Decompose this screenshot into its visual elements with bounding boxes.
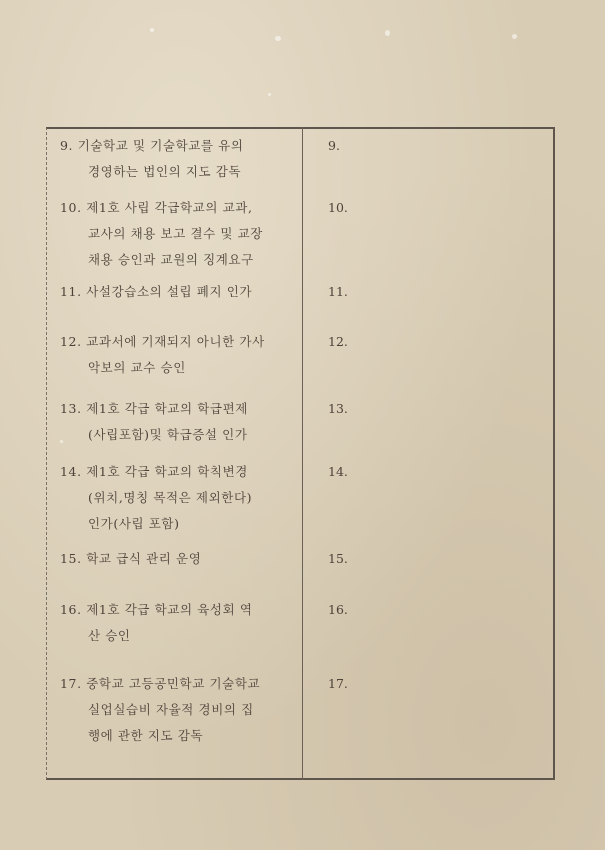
item-line: (사립포함)및 학급증설 인가 — [88, 427, 248, 442]
item-line: 16. 제1호 각급 학교의 육성회 역 — [60, 602, 253, 617]
paper-speck — [150, 28, 154, 32]
list-item — [60, 195, 263, 273]
item-line: 11. 사설강습소의 설립 폐지 인가 — [60, 284, 253, 299]
item-number: 13. — [328, 401, 348, 416]
column-divider — [302, 127, 303, 780]
item-line: 17. 중학교 고등공민학교 기술학교 — [60, 676, 261, 691]
item-line: 실업실습비 자율적 경비의 집 — [88, 702, 254, 717]
item-line: 12. 교과서에 기재되지 아니한 가사 — [60, 334, 265, 349]
item-number: 9. — [328, 138, 340, 153]
item-line: 9. 기술학교 및 기술학교를 유의 — [60, 138, 244, 153]
paper-speck — [275, 36, 281, 41]
item-line: 교사의 채용 보고 결수 및 교장 — [88, 226, 263, 241]
list-item — [60, 279, 252, 305]
list-item — [60, 329, 265, 381]
item-number: 12. — [328, 334, 348, 349]
item-number: 15. — [328, 551, 348, 566]
list-item — [60, 133, 244, 185]
item-line: 행에 관한 지도 감독 — [88, 728, 204, 743]
item-line: 15. 학교 급식 관리 운영 — [60, 551, 202, 566]
item-number: 11. — [328, 284, 348, 299]
item-line: 악보의 교수 승인 — [88, 360, 186, 375]
item-line: 산 승인 — [88, 628, 131, 643]
list-item — [60, 459, 252, 537]
list-item — [60, 671, 260, 749]
item-number: 16. — [328, 602, 348, 617]
item-line: 10. 제1호 사립 각급학교의 교과, — [60, 200, 253, 215]
item-line: 14. 제1호 각급 학교의 학칙변경 — [60, 464, 248, 479]
item-number: 14. — [328, 464, 348, 479]
list-item — [60, 597, 253, 649]
item-line: 인가(사립 포함) — [88, 516, 180, 531]
list-item — [60, 546, 201, 572]
item-line: 채용 승인과 교원의 징계요구 — [88, 252, 254, 267]
item-line: (위치,명칭 목적은 제외한다) — [88, 490, 253, 505]
paper-speck — [512, 34, 517, 39]
item-number: 17. — [328, 676, 348, 691]
paper-speck — [385, 30, 390, 36]
list-item — [60, 396, 248, 448]
item-line: 경영하는 법인의 지도 감독 — [88, 164, 242, 179]
item-line: 13. 제1호 각급 학교의 학급편제 — [60, 401, 248, 416]
item-number: 10. — [328, 200, 348, 215]
paper-speck — [268, 93, 271, 96]
